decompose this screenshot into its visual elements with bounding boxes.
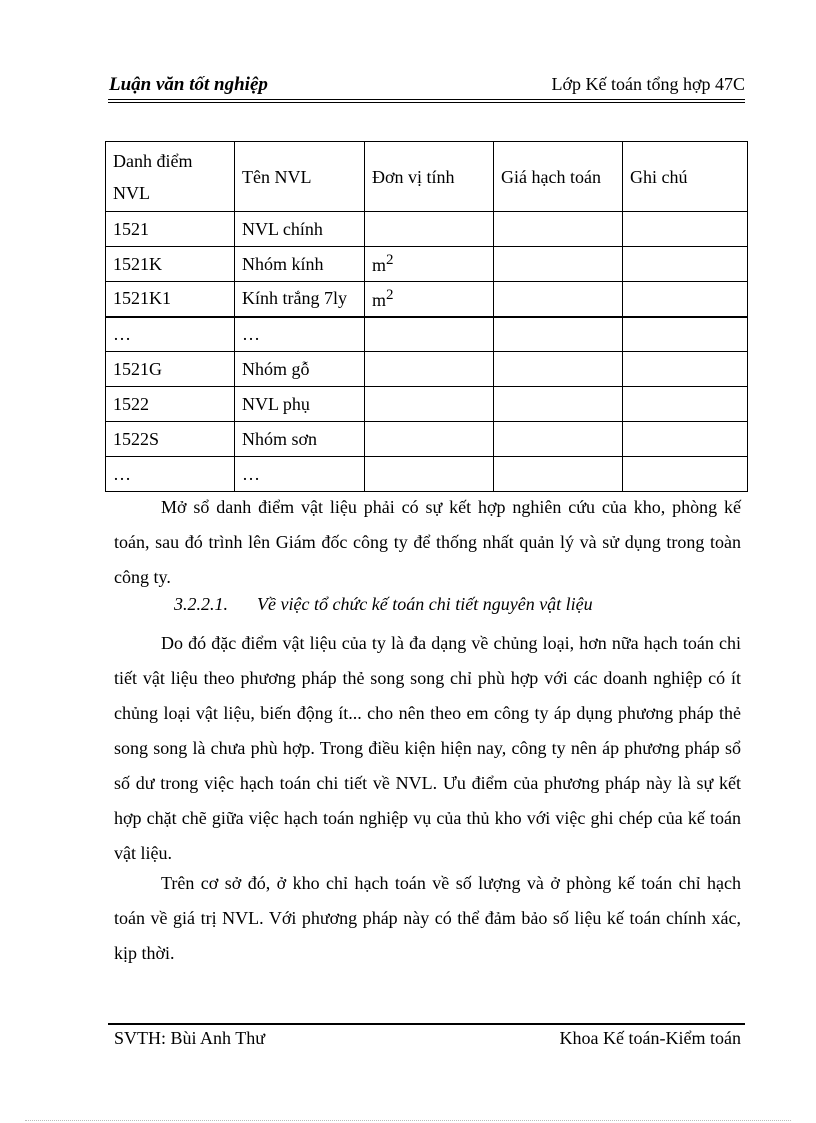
- cell-name: …: [235, 457, 365, 492]
- cell-name: Nhóm sơn: [235, 422, 365, 457]
- cell-price: [494, 317, 623, 352]
- cell-code: 1521K: [106, 247, 235, 282]
- cell-name: Nhóm kính: [235, 247, 365, 282]
- cell-unit: [365, 457, 494, 492]
- cell-note: [623, 282, 748, 317]
- cell-code: 1522S: [106, 422, 235, 457]
- cell-name: …: [235, 317, 365, 352]
- cell-note: [623, 352, 748, 387]
- paragraph-material-catalog: Mở sổ danh điểm vật liệu phải có sự kết hợp nghiên cứu của kho, phòng kế toán, sau đó trình lên Giám đốc công ty để thống nhất quản lý và sử dụng trong toàn công ty.: [114, 497, 741, 587]
- header-cell-code: Danh điểm NVL: [106, 142, 235, 212]
- cell-price: [494, 282, 623, 317]
- cell-name: Kính trắng 7ly: [235, 282, 365, 317]
- table-row: [106, 317, 748, 352]
- table-row: [106, 457, 748, 492]
- cell-note: [623, 387, 748, 422]
- table-row: [106, 282, 748, 317]
- cell-code: 1521K1: [106, 282, 235, 317]
- cell-code: 1521: [106, 212, 235, 247]
- material-code-table: [105, 141, 748, 492]
- cell-unit: $m^2$: [365, 282, 494, 317]
- cell-unit: [365, 387, 494, 422]
- table-row: [106, 352, 748, 387]
- cell-note: [623, 317, 748, 352]
- table-row: [106, 422, 748, 457]
- cell-unit: [365, 352, 494, 387]
- page-edge-dotted-line: [25, 1120, 791, 1121]
- unit-exponent: 2: [386, 252, 394, 268]
- paragraph-detail-accounting: Do đó đặc điểm vật liệu của ty là đa dạng về chủng loại, hơn nữa hạch toán chi tiết vật liệu theo phương pháp thẻ song song chỉ phù hợp với các doanh nghiệp có ít chủng loại vật liệu, biến động ít... cho nên theo em công ty áp dụng phương pháp thẻ song song là chưa phù hợp. Trong điều kiện hiện nay, công ty nên áp phương pháp sổ số dư trong việc hạch toán chi tiết về NVL. Ưu điểm của phương pháp này là sự kết hợp chặt chẽ giữa việc hạch toán nghiệp vụ của thủ kho với việc ghi chép của kế toán vật liệu.: [114, 633, 741, 863]
- cell-price: [494, 247, 623, 282]
- footer-rule: [108, 1023, 745, 1025]
- cell-note: [623, 212, 748, 247]
- running-header-title: Luận văn tốt nghiệp: [109, 74, 268, 95]
- footer-student: SVTH: Bùi Anh Thư: [114, 1028, 265, 1048]
- cell-note: [623, 422, 748, 457]
- section-title: Về việc tổ chức kế toán chi tiết nguyên vật liệu: [257, 594, 593, 614]
- table-row: [106, 247, 748, 282]
- header-cell-unit: Đơn vị tính: [365, 142, 494, 212]
- cell-unit: [365, 317, 494, 352]
- paragraph-conclusion: Trên cơ sở đó, ở kho chỉ hạch toán về số lượng và ở phòng kế toán chỉ hạch toán về giá trị NVL. Với phương pháp này có thể đảm bảo số liệu kế toán chính xác, kịp thời.: [114, 873, 741, 963]
- header-cell-note: Ghi chú: [623, 142, 748, 212]
- cell-unit: [365, 422, 494, 457]
- unit-exponent: 2: [386, 286, 394, 303]
- table-row: [106, 212, 748, 247]
- cell-unit: [365, 212, 494, 247]
- cell-note: [623, 457, 748, 492]
- header-cell-price: Giá hạch toán: [494, 142, 623, 212]
- cell-name: NVL chính: [235, 212, 365, 247]
- cell-price: [494, 212, 623, 247]
- cell-name: NVL phụ: [235, 387, 365, 422]
- header-cell-name: Tên NVL: [235, 142, 365, 212]
- cell-unit: $m^2$: [365, 247, 494, 282]
- cell-name: Nhóm gỗ: [235, 352, 365, 387]
- cell-code: …: [106, 317, 235, 352]
- table-header-row: [106, 142, 748, 212]
- section-number: 3.2.2.1.: [174, 594, 228, 614]
- header-rule: [108, 99, 745, 103]
- cell-price: [494, 457, 623, 492]
- section-heading: [174, 594, 593, 615]
- cell-code: …: [106, 457, 235, 492]
- cell-code: 1521G: [106, 352, 235, 387]
- cell-note: [623, 247, 748, 282]
- table-row: [106, 387, 748, 422]
- cell-code: 1522: [106, 387, 235, 422]
- cell-price: [494, 387, 623, 422]
- cell-price: [494, 422, 623, 457]
- running-header-class: Lớp Kế toán tổng hợp 47C: [551, 74, 745, 94]
- cell-price: [494, 352, 623, 387]
- footer-department: Khoa Kế toán-Kiểm toán: [559, 1028, 741, 1048]
